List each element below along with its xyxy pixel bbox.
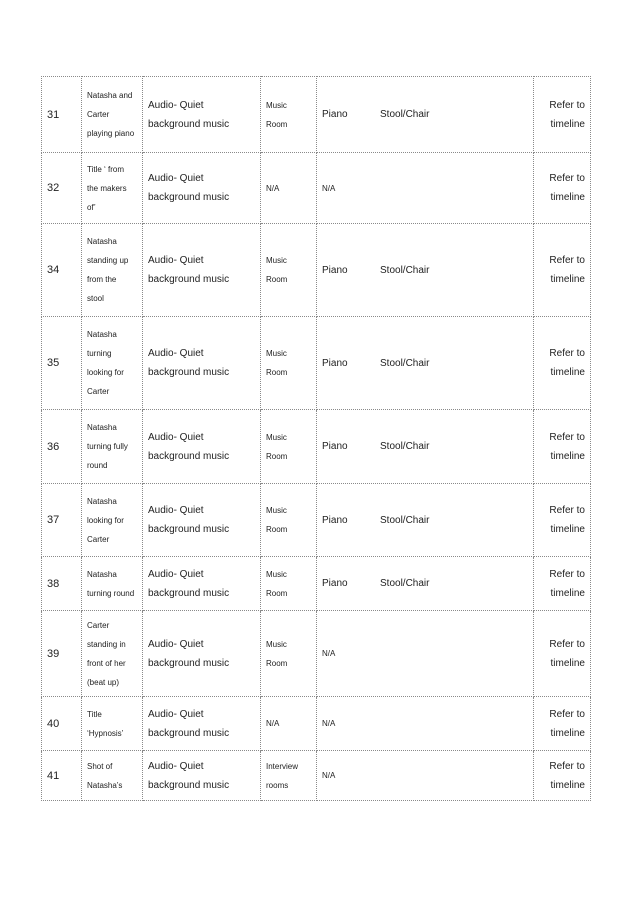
shot-description: Natasha standing up from the stool (82, 224, 143, 317)
shot-audio: Audio- Quiet background music (143, 317, 261, 410)
table-row (42, 224, 591, 317)
shot-description: Natasha turning round (82, 557, 143, 611)
shot-description: Natasha turning fully round (82, 410, 143, 484)
shot-location: Music Room (261, 557, 317, 611)
shot-props (317, 557, 534, 611)
shot-description: Carter standing in front of her (beat up) (82, 611, 143, 697)
shot-number: 35 (42, 317, 82, 410)
table-row (42, 484, 591, 557)
prop-item: Stool/Chair (380, 514, 430, 526)
shot-location: Music Room (261, 317, 317, 410)
shot-timing: Refer to timeline (534, 611, 591, 697)
shot-number: 31 (42, 77, 82, 153)
shot-description: Shot of Natasha’s (82, 751, 143, 801)
shot-audio: Audio- Quiet background music (143, 224, 261, 317)
table-row (42, 611, 591, 697)
shot-description: Natasha and Carter playing piano (82, 77, 143, 153)
shot-audio: Audio- Quiet background music (143, 611, 261, 697)
table-row (42, 153, 591, 224)
table-row (42, 317, 591, 410)
prop-item: Piano (322, 441, 348, 452)
shot-description: Natasha looking for Carter (82, 484, 143, 557)
shot-props (317, 751, 534, 801)
prop-item: Stool/Chair (380, 109, 430, 120)
table-row (42, 751, 591, 801)
shot-props (317, 410, 534, 484)
shot-props (317, 484, 534, 557)
shot-location: Interview rooms (261, 751, 317, 801)
shot-audio: Audio- Quiet background music (143, 751, 261, 801)
shot-number: 37 (42, 484, 82, 557)
table-row (42, 410, 591, 484)
prop-item: Piano (322, 264, 348, 276)
shot-timing: Refer to timeline (534, 317, 591, 410)
shot-number: 38 (42, 557, 82, 611)
table-row (42, 77, 591, 153)
prop-item: Piano (322, 357, 348, 369)
shot-timing: Refer to timeline (534, 751, 591, 801)
shot-timing: Refer to timeline (534, 410, 591, 484)
shot-location: Music Room (261, 484, 317, 557)
table-row (42, 557, 591, 611)
shot-timing: Refer to timeline (534, 484, 591, 557)
shot-location: Music Room (261, 611, 317, 697)
prop-item: Piano (322, 514, 348, 526)
prop-item: N/A (322, 771, 336, 780)
shot-audio: Audio- Quiet background music (143, 697, 261, 751)
shot-number: 34 (42, 224, 82, 317)
prop-item: Stool/Chair (380, 441, 430, 452)
prop-item: Piano (322, 578, 348, 589)
shot-props (317, 224, 534, 317)
prop-item: N/A (322, 649, 336, 658)
shot-props (317, 317, 534, 410)
prop-item: Stool/Chair (380, 578, 430, 589)
shot-audio: Audio- Quiet background music (143, 77, 261, 153)
shot-number: 32 (42, 153, 82, 224)
shot-location: N/A (261, 153, 317, 224)
shot-list-table (41, 76, 591, 801)
prop-item: Stool/Chair (380, 264, 430, 276)
shot-audio: Audio- Quiet background music (143, 557, 261, 611)
shot-location: Music Room (261, 77, 317, 153)
prop-item: Piano (322, 109, 348, 120)
shot-number: 41 (42, 751, 82, 801)
shot-description: Natasha turning looking for Carter (82, 317, 143, 410)
shot-props (317, 697, 534, 751)
shot-timing: Refer to timeline (534, 557, 591, 611)
shot-props (317, 153, 534, 224)
shot-audio: Audio- Quiet background music (143, 410, 261, 484)
shot-location: Music Room (261, 410, 317, 484)
shot-audio: Audio- Quiet background music (143, 153, 261, 224)
prop-item: Stool/Chair (380, 357, 430, 369)
shot-props (317, 611, 534, 697)
shot-timing: Refer to timeline (534, 697, 591, 751)
shot-number: 36 (42, 410, 82, 484)
shot-location: Music Room (261, 224, 317, 317)
shot-props (317, 77, 534, 153)
shot-number: 40 (42, 697, 82, 751)
shot-audio: Audio- Quiet background music (143, 484, 261, 557)
shot-timing: Refer to timeline (534, 77, 591, 153)
shot-location: N/A (261, 697, 317, 751)
prop-item: N/A (322, 183, 336, 193)
table-row (42, 697, 591, 751)
prop-item: N/A (322, 719, 336, 728)
shot-list-body (42, 77, 591, 801)
shot-timing: Refer to timeline (534, 224, 591, 317)
shot-number: 39 (42, 611, 82, 697)
shot-timing: Refer to timeline (534, 153, 591, 224)
shot-description: Title ‘Hypnosis’ (82, 697, 143, 751)
shot-description: Title ‘ from the makers of’ (82, 153, 143, 224)
